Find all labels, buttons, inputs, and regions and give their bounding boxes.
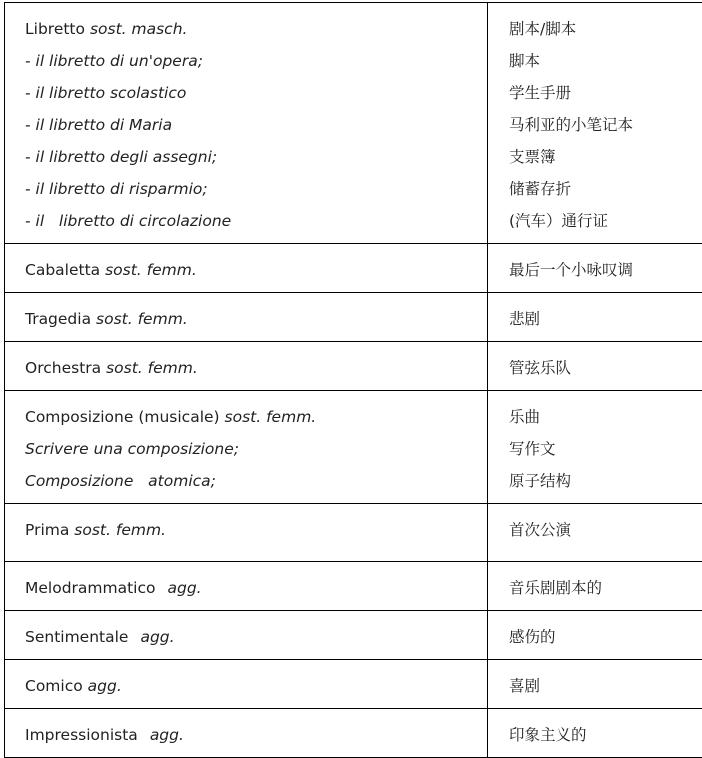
example-phrase: - il libretto di risparmio; (25, 180, 208, 198)
italian-line (25, 13, 481, 45)
chinese-translation-cell (488, 504, 702, 562)
part-of-speech: sost. femm. (74, 521, 166, 539)
part-of-speech: sost. femm. (96, 310, 188, 328)
italian-line (25, 77, 481, 109)
term-word: Cabaletta (25, 261, 100, 279)
italian-line (25, 173, 481, 205)
term-word: Sentimentale (25, 628, 128, 646)
italian-line (25, 352, 481, 384)
example-phrase: - il libretto degli assegni; (25, 148, 217, 166)
table-row (5, 504, 702, 562)
italian-term-cell (5, 504, 488, 562)
translation-line: 原子结构 (509, 465, 702, 497)
part-of-speech: agg. (140, 628, 174, 646)
term-word: Composizione (musicale) (25, 408, 220, 426)
term-word: Melodrammatico (25, 579, 156, 597)
translation-line: 喜剧 (509, 670, 702, 702)
table-row (5, 709, 702, 758)
translation-line: 剧本/脚本 (509, 13, 702, 45)
italian-line (25, 205, 481, 237)
example-phrase: - il libretto di circolazione (25, 212, 231, 230)
translation-line: 音乐剧剧本的 (509, 572, 702, 604)
chinese-translation-cell (488, 391, 702, 504)
example-phrase: - il libretto scolastico (25, 84, 186, 102)
table-row (5, 391, 702, 504)
term-word: Impressionista (25, 726, 138, 744)
table-row (5, 293, 702, 342)
italian-line (25, 621, 481, 653)
italian-term-cell (5, 562, 488, 611)
chinese-translation-cell (488, 611, 702, 660)
chinese-translation-cell (488, 293, 702, 342)
italian-line (25, 514, 481, 546)
chinese-translation-cell (488, 562, 702, 611)
vocabulary-table (4, 2, 702, 758)
translation-line: 写作文 (509, 433, 702, 465)
part-of-speech: sost. femm. (105, 261, 197, 279)
vocabulary-table-body (5, 3, 702, 758)
italian-term-cell (5, 3, 488, 244)
table-row (5, 3, 702, 244)
translation-line: 乐曲 (509, 401, 702, 433)
translation-line: 管弦乐队 (509, 352, 702, 384)
translation-line: 首次公演 (509, 514, 702, 546)
part-of-speech: agg. (150, 726, 184, 744)
translation-line: 学生手册 (509, 77, 702, 109)
table-row (5, 562, 702, 611)
italian-line (25, 401, 481, 433)
translation-line: 最后一个小咏叹调 (509, 254, 702, 286)
table-row (5, 660, 702, 709)
part-of-speech: sost. masch. (90, 20, 188, 38)
italian-line (25, 433, 481, 465)
term-word: Comico (25, 677, 83, 695)
italian-term-cell (5, 709, 488, 758)
term-word: Tragedia (25, 310, 91, 328)
italian-line (25, 719, 481, 751)
translation-line: 脚本 (509, 45, 702, 77)
italian-term-cell (5, 293, 488, 342)
example-phrase: Scrivere una composizione; (25, 440, 239, 458)
part-of-speech: agg. (168, 579, 202, 597)
part-of-speech: sost. femm. (106, 359, 198, 377)
italian-line (25, 141, 481, 173)
term-word: Orchestra (25, 359, 101, 377)
italian-term-cell (5, 660, 488, 709)
translation-line: (汽车）通行证 (509, 205, 702, 237)
translation-line: 感伤的 (509, 621, 702, 653)
italian-line (25, 254, 481, 286)
table-row (5, 611, 702, 660)
italian-line (25, 670, 481, 702)
chinese-translation-cell (488, 342, 702, 391)
italian-line (25, 303, 481, 335)
chinese-translation-cell (488, 3, 702, 244)
italian-term-cell (5, 244, 488, 293)
italian-term-cell (5, 342, 488, 391)
italian-term-cell (5, 391, 488, 504)
chinese-translation-cell (488, 660, 702, 709)
term-word: Libretto (25, 20, 85, 38)
example-phrase: Composizione atomica; (25, 472, 216, 490)
chinese-translation-cell (488, 709, 702, 758)
part-of-speech: agg. (88, 677, 122, 695)
table-row (5, 342, 702, 391)
chinese-translation-cell (488, 244, 702, 293)
table-row (5, 244, 702, 293)
translation-line: 马利亚的小笔记本 (509, 109, 702, 141)
italian-line (25, 465, 481, 497)
italian-line (25, 572, 481, 604)
translation-line: 悲剧 (509, 303, 702, 335)
translation-line: 印象主义的 (509, 719, 702, 751)
italian-line (25, 109, 481, 141)
italian-line (25, 45, 481, 77)
part-of-speech: sost. femm. (225, 408, 317, 426)
italian-term-cell (5, 611, 488, 660)
example-phrase: - il libretto di un'opera; (25, 52, 203, 70)
translation-line: 储蓄存折 (509, 173, 702, 205)
example-phrase: - il libretto di Maria (25, 116, 172, 134)
term-word: Prima (25, 521, 69, 539)
translation-line: 支票簿 (509, 141, 702, 173)
